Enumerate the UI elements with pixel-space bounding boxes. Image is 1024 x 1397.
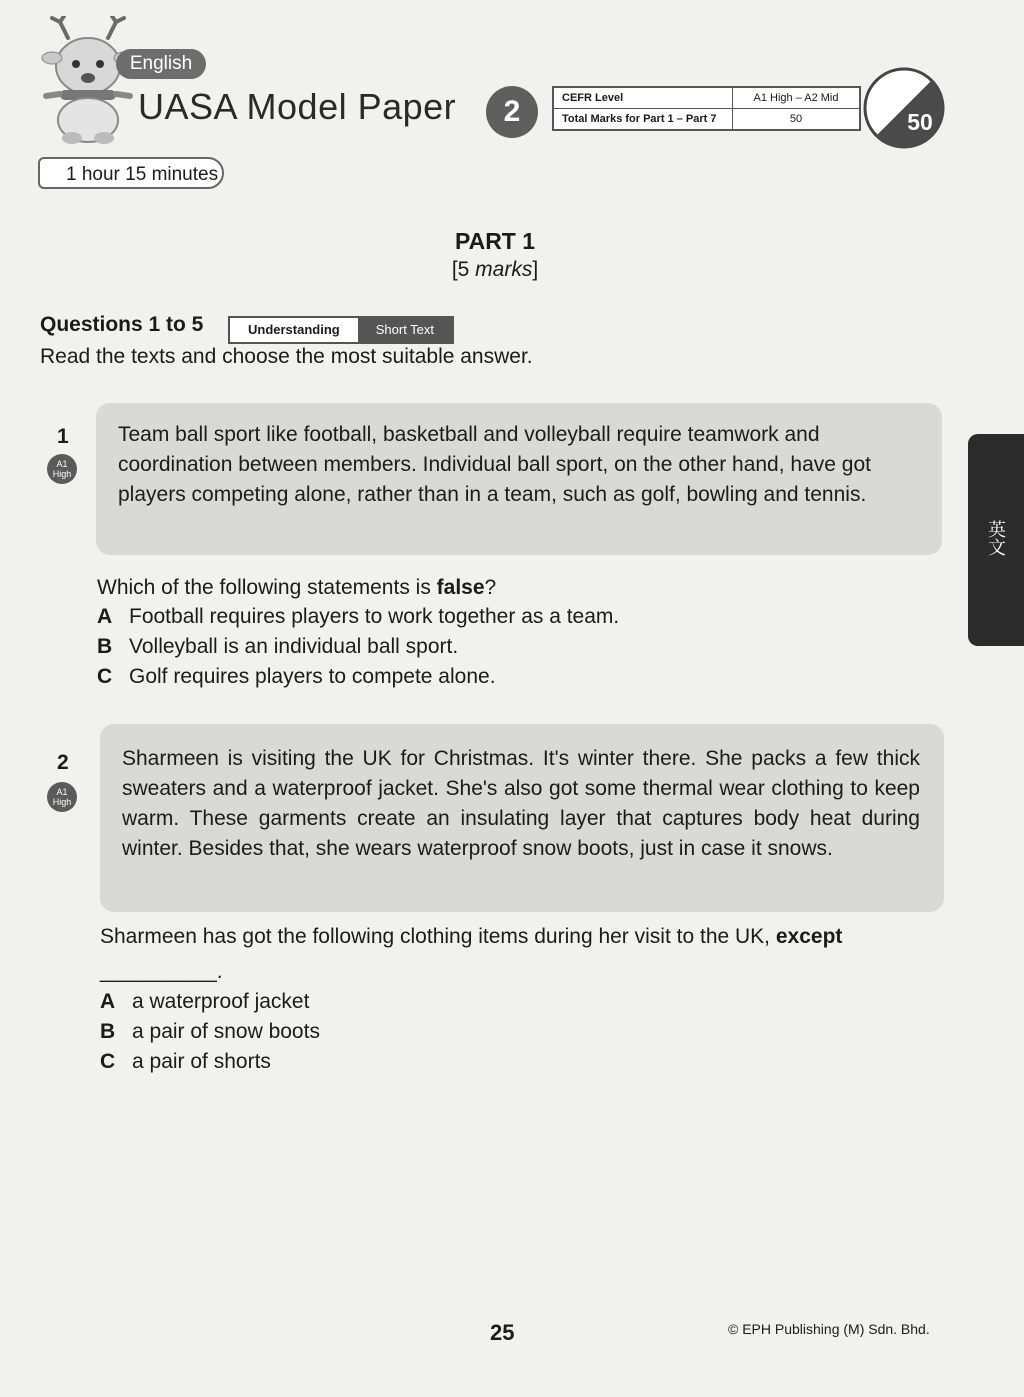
question-number: 2 [57,751,69,774]
side-tab [968,434,1024,646]
part-title: PART 1 [454,228,536,254]
level-badge-line: High [52,469,72,479]
passage-text: Sharmeen is visiting the UK for Christmas. It's winter there. She packs a few thick sweaters and a waterproof jacket. She's also got some thermal wear clothing to keep warm. These garments create an insulating layer that captures body heat during winter. Besides that, she wears waterproof snow boots, just in case it snows. [122,747,920,860]
prompt-emphasis: false [436,576,485,599]
level-badge-line: A1 [56,459,68,469]
cefr-label: CEFR Level [553,87,733,109]
cefr-row [553,87,860,109]
page-number: 25 [490,1320,515,1345]
score-circle-icon [862,66,946,150]
part-marks-suffix: ] [532,258,539,281]
paper-number-badge: 2 [486,86,538,138]
level-badge-line: High [52,797,72,807]
total-score: 50 [907,109,933,135]
answer-blank: __________. [100,960,223,983]
option-letter: B [100,1020,116,1043]
answer-option[interactable] [100,1020,320,1044]
total-marks-row [553,109,860,131]
passage-box [96,403,942,555]
question-prompt [97,576,496,600]
option-text: Golf requires players to compete alone. [129,665,496,688]
side-tab-label: 英文 [985,520,1006,556]
reindeer-mascot-icon [38,16,138,144]
answer-option[interactable] [100,990,309,1014]
paper-title: UASA Model Paper [138,86,457,127]
level-badge [47,454,77,484]
option-letter: B [97,635,113,658]
part-marks [0,258,990,282]
total-marks-value: 50 [733,109,861,131]
option-letter: C [100,1050,116,1073]
option-text: Volleyball is an individual ball sport. [129,635,459,658]
part-marks-word: marks [475,258,533,281]
section-instruction: Read the texts and choose the most suitable answer. [40,345,533,368]
option-text: Football requires players to work together as a team. [129,605,620,628]
prompt-end: ? [484,576,497,599]
passage-text: Team ball sport like football, basketball and volleyball require teamwork and coordination between members. Individual ball sport, on the other hand, have got players competing alone, rather than in a team, such as golf, bowling and tennis. [118,423,871,506]
answer-option[interactable] [97,605,619,629]
level-badge [47,782,77,812]
option-letter: A [97,605,113,628]
option-text: a pair of snow boots [132,1020,320,1043]
answer-option[interactable] [97,665,496,689]
option-text: a waterproof jacket [132,990,310,1013]
subject-tag: English [116,49,206,79]
skill-tags [228,316,454,344]
level-badge-line: A1 [56,787,68,797]
option-letter: A [100,990,116,1013]
cefr-table [552,86,861,131]
question-number: 1 [57,425,69,448]
passage-box [100,724,944,912]
question-prompt [100,925,950,949]
option-letter: C [97,665,113,688]
prompt-emphasis: except [775,925,843,948]
option-text: a pair of shorts [132,1050,271,1073]
cefr-value: A1 High – A2 Mid [733,87,861,109]
questions-range: Questions 1 to 5 [40,313,204,336]
prompt-text: Which of the following statements is [97,576,437,599]
skill-tag-short-text: Short Text [358,318,452,342]
copyright: © EPH Publishing (M) Sdn. Bhd. [728,1321,930,1337]
part-marks-prefix: [5 [451,258,476,281]
prompt-text: Sharmeen has got the following clothing items during her visit to the UK, [100,925,776,948]
total-marks-label: Total Marks for Part 1 – Part 7 [553,109,733,131]
duration-label: 1 hour 15 minutes [38,157,224,189]
skill-tag-understanding: Understanding [230,318,358,342]
answer-option[interactable] [97,635,458,659]
answer-option[interactable] [100,1050,271,1074]
